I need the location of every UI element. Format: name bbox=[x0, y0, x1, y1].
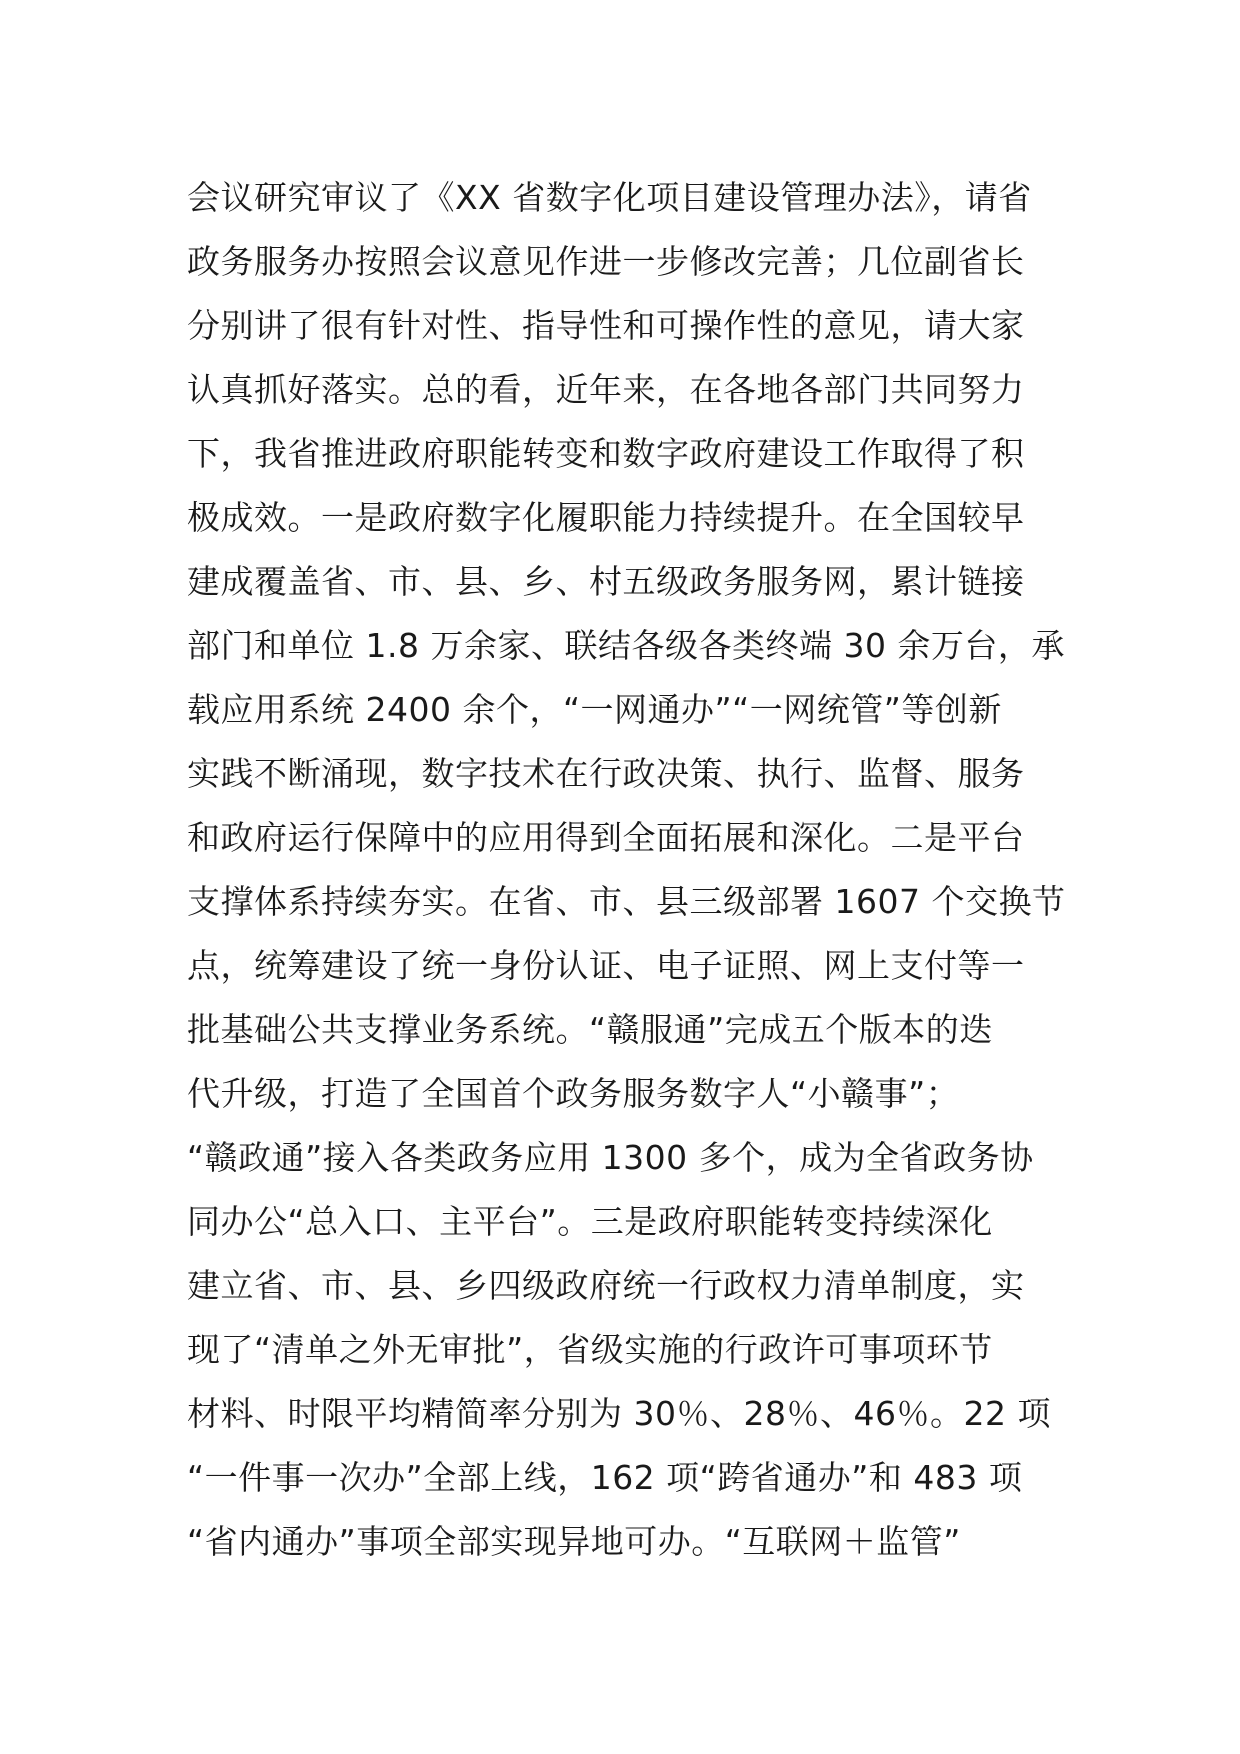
text-line: 建立省、市、县、乡四级政府统一行政权力清单制度，实 bbox=[187, 1266, 1025, 1305]
text-line: “赣政通”接入各类政务应用 1300 多个，成为全省政务协 bbox=[187, 1138, 1034, 1177]
text-line: 会议研究审议了《XX 省数字化项目建设管理办法》，请省 bbox=[187, 178, 1032, 217]
text-line: 现了“清单之外无审批”，省级实施的行政许可事项环节 bbox=[187, 1330, 993, 1369]
text-line: 政务服务办按照会议意见作进一步修改完善；几位副省长 bbox=[187, 242, 1025, 281]
text-line: “一件事一次办”全部上线，162 项“跨省通办”和 483 项 bbox=[187, 1458, 1023, 1497]
text-line: 极成效。一是政府数字化履职能力持续提升。在全国较早 bbox=[187, 498, 1025, 537]
text-line: 材料、时限平均精简率分别为 30％、28％、46％。22 项 bbox=[187, 1394, 1051, 1433]
text-line: 认真抓好落实。总的看，近年来，在各地各部门共同努力 bbox=[187, 370, 1025, 409]
text-line: 批基础公共支撑业务系统。“赣服通”完成五个版本的迭 bbox=[187, 1010, 993, 1049]
text-line: 下，我省推进政府职能转变和数字政府建设工作取得了积 bbox=[187, 434, 1025, 473]
text-line: 同办公“总入口、主平台”。三是政府职能转变持续深化 bbox=[187, 1202, 993, 1241]
text-line: “省内通办”事项全部实现异地可办。“互联网＋监管” bbox=[187, 1522, 961, 1561]
text-line: 分别讲了很有针对性、指导性和可操作性的意见，请大家 bbox=[187, 306, 1025, 345]
text-line: 载应用系统 2400 余个，“一网通办”“一网统管”等创新 bbox=[187, 690, 1002, 729]
text-line: 点，统筹建设了统一身份认证、电子证照、网上支付等一 bbox=[187, 946, 1025, 985]
text-line: 代升级，打造了全国首个政务服务数字人“小赣事”； bbox=[187, 1074, 960, 1113]
text-line: 建成覆盖省、市、县、乡、村五级政务服务网，累计链接 bbox=[187, 562, 1025, 601]
text-line: 支撑体系持续夯实。在省、市、县三级部署 1607 个交换节 bbox=[187, 882, 1066, 921]
body-paragraph bbox=[187, 166, 1066, 1574]
text-line: 实践不断涌现，数字技术在行政决策、执行、监督、服务 bbox=[187, 754, 1025, 793]
text-line: 和政府运行保障中的应用得到全面拓展和深化。二是平台 bbox=[187, 818, 1025, 857]
text-line: 部门和单位 1.8 万余家、联结各级各类终端 30 余万台，承 bbox=[187, 626, 1065, 665]
